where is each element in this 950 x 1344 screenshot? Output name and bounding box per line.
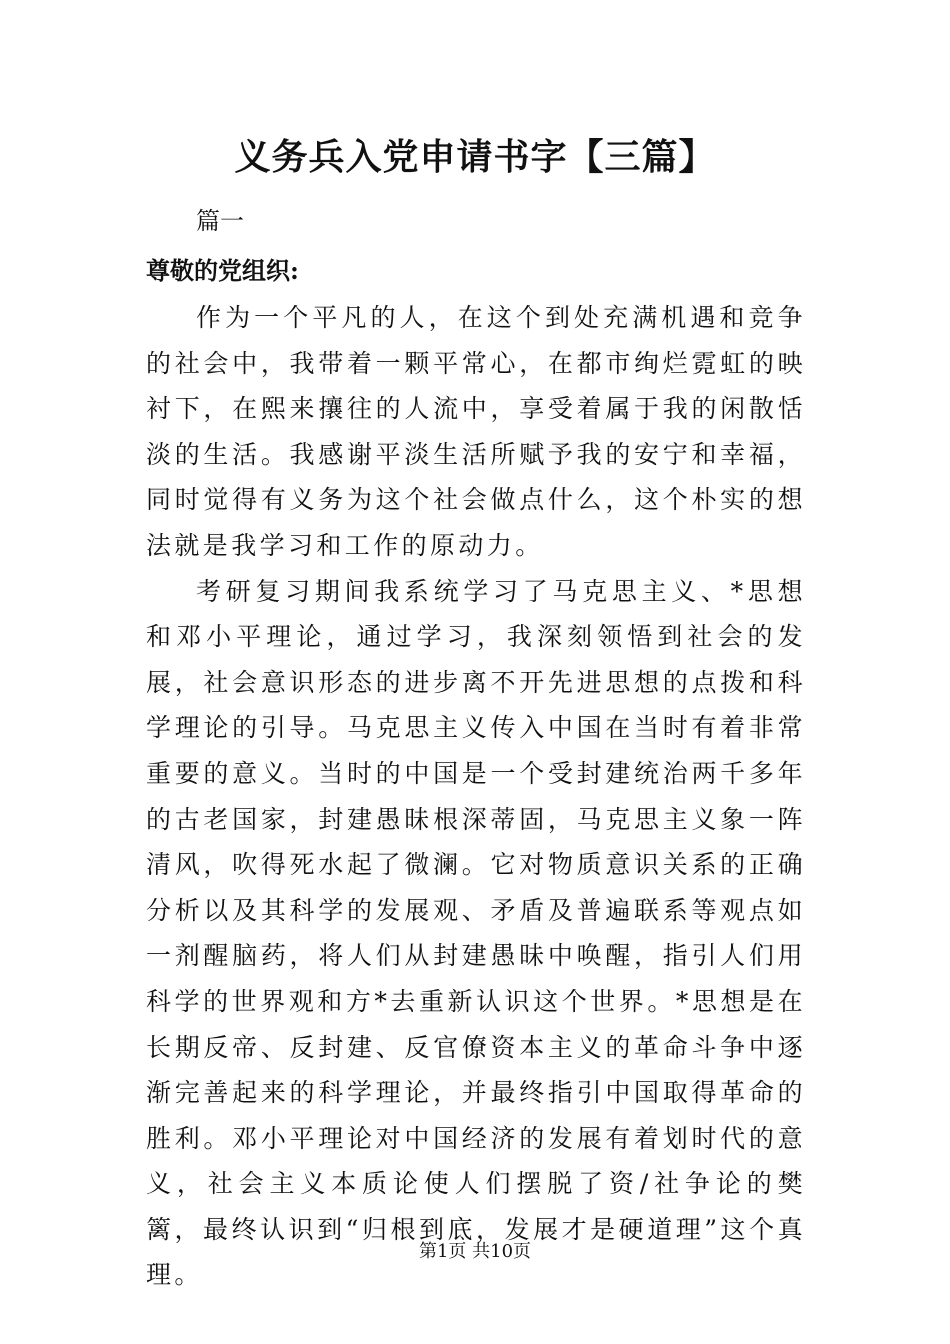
body-text bbox=[146, 295, 806, 1298]
paragraph-1: 作为一个平凡的人，在这个到处充满机遇和竞争的社会中，我带着一颗平常心，在都市绚烂霓虹的映衬下，在熙来攘往的人流中，享受着属于我的闲散恬淡的生活。我感谢平淡生活所赋予我的安宁和幸福，同时觉得有义务为这个社会做点什么，这个朴实的想法就是我学习和工作的原动力。 bbox=[146, 303, 806, 560]
section-label: 篇一 bbox=[196, 207, 244, 235]
salutation: 尊敬的党组织: bbox=[146, 256, 299, 285]
paragraph-2: 考研复习期间我系统学习了马克思主义、*思想和邓小平理论，通过学习，我深刻领悟到社会的发展，社会意识形态的进步离不开先进思想的点拨和科学理论的引导。马克思主义传入中国在当时有着非常重要的意义。当时的中国是一个受封建统治两千多年的古老国家，封建愚昧根深蒂固，马克思主义象一阵清风，吹得死水起了微澜。它对物质意识关系的正确分析以及其科学的发展观、矛盾及普遍联系等观点如一剂醒脑药，将人们从封建愚昧中唤醒，指引人们用科学的世界观和方*去重新认识这个世界。*思想是在长期反帝、反封建、反官僚资本主义的革命斗争中逐渐完善起来的科学理论，并最终指引中国取得革命的胜利。邓小平理论对中国经济的发展有着划时代的意义，社会主义本质论使人们摆脱了资/社争论的樊篱，最终认识到“归根到底，发展才是硬道理”这个真理。 bbox=[146, 576, 806, 1290]
page-footer: 第1页 共10页 bbox=[418, 1241, 532, 1262]
document-title: 义务兵入党申请书字【三篇】 bbox=[234, 136, 716, 178]
